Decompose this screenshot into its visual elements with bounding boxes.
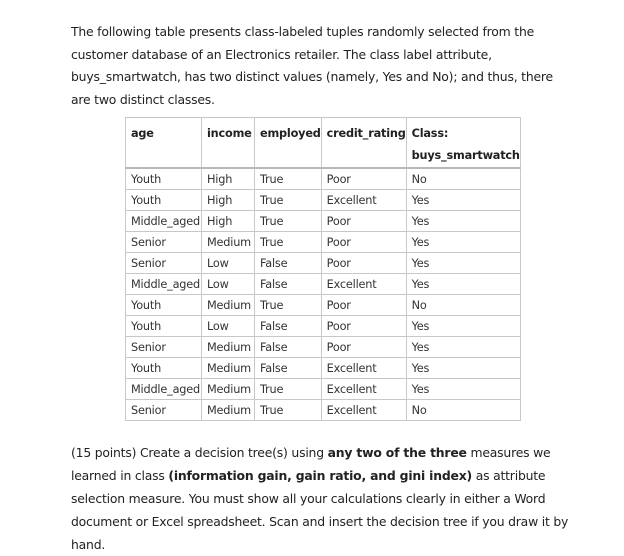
class-cell: Yes	[406, 379, 520, 400]
employed-cell: False	[255, 358, 322, 379]
employed-cell: True	[255, 379, 322, 400]
employed-cell: True	[255, 168, 322, 190]
header-credit-rating: credit_rating	[321, 118, 406, 169]
income-cell: Medium	[202, 358, 255, 379]
employed-cell: False	[255, 274, 322, 295]
credit-rating-cell: Poor	[321, 232, 406, 253]
credit-rating-cell: Excellent	[321, 400, 406, 421]
age-cell: Senior	[126, 253, 202, 274]
table-row	[126, 190, 521, 211]
credit-rating-cell: Poor	[321, 316, 406, 337]
income-cell: High	[202, 168, 255, 190]
employed-cell: False	[255, 253, 322, 274]
income-cell: Medium	[202, 232, 255, 253]
employed-cell: True	[255, 295, 322, 316]
income-cell: High	[202, 211, 255, 232]
age-cell: Middle_aged	[126, 274, 202, 295]
class-cell: No	[406, 295, 520, 316]
question-bold-1: any two of the three	[327, 445, 467, 461]
table-row	[126, 232, 521, 253]
income-cell: Low	[202, 316, 255, 337]
class-cell: Yes	[406, 358, 520, 379]
class-cell: Yes	[406, 253, 520, 274]
question-text-3: as attribute selection measure. You must show all your calculations clearly in either a Word document or Excel spreadsheet. Scan and insert the decision tree if you draw it by hand.	[71, 468, 569, 552]
age-cell: Youth	[126, 168, 202, 190]
employed-cell: True	[255, 232, 322, 253]
class-cell: Yes	[406, 274, 520, 295]
credit-rating-cell: Excellent	[321, 379, 406, 400]
income-cell: Low	[202, 253, 255, 274]
class-cell: Yes	[406, 190, 520, 211]
income-cell: Medium	[202, 337, 255, 358]
credit-rating-cell: Poor	[321, 337, 406, 358]
employed-cell: False	[255, 337, 322, 358]
table-row	[126, 295, 521, 316]
employed-cell: True	[255, 400, 322, 421]
class-cell: No	[406, 168, 520, 190]
income-cell: High	[202, 190, 255, 211]
header-class-line1: Class:	[411, 127, 449, 140]
table-row	[126, 211, 521, 232]
table-row	[126, 379, 521, 400]
credit-rating-cell: Excellent	[321, 190, 406, 211]
age-cell: Youth	[126, 358, 202, 379]
credit-rating-cell: Poor	[321, 295, 406, 316]
table-row	[126, 400, 521, 421]
income-cell: Medium	[202, 400, 255, 421]
age-cell: Middle_aged	[126, 211, 202, 232]
table-row	[126, 274, 521, 295]
class-cell: Yes	[406, 316, 520, 337]
question-bold-2: (information gain, gain ratio, and gini index)	[168, 468, 472, 484]
credit-rating-cell: Excellent	[321, 358, 406, 379]
employed-cell: False	[255, 316, 322, 337]
age-cell: Senior	[126, 232, 202, 253]
age-cell: Youth	[126, 316, 202, 337]
question-text-2: measures we learned in class	[71, 445, 551, 484]
question-paragraph	[71, 442, 581, 556]
class-cell: Yes	[406, 232, 520, 253]
intro-paragraph: The following table presents class-labeled tuples randomly selected from the customer database of an Electronics retailer. The class label attribute, buys_smartwatch, has two distinct values (namely, Yes and No); and thus, there are two distinct classes.	[71, 24, 553, 107]
table-row	[126, 358, 521, 379]
question-text-1: (15 points) Create a decision tree(s) using	[71, 445, 328, 461]
age-cell: Senior	[126, 400, 202, 421]
header-class-line2: buys_smartwatch	[411, 149, 520, 162]
credit-rating-cell: Poor	[321, 253, 406, 274]
income-cell: Medium	[202, 295, 255, 316]
employed-cell: True	[255, 211, 322, 232]
table-row	[126, 316, 521, 337]
table-row	[126, 168, 521, 190]
table-row	[126, 253, 521, 274]
table-row	[126, 337, 521, 358]
header-income: income	[202, 118, 255, 169]
table-header-row	[126, 118, 521, 169]
header-employed: employed	[255, 118, 322, 169]
class-cell: No	[406, 400, 520, 421]
age-cell: Middle_aged	[126, 379, 202, 400]
income-cell: Medium	[202, 379, 255, 400]
age-cell: Senior	[126, 337, 202, 358]
income-cell: Low	[202, 274, 255, 295]
employed-cell: True	[255, 190, 322, 211]
age-cell: Youth	[126, 295, 202, 316]
credit-rating-cell: Poor	[321, 211, 406, 232]
credit-rating-cell: Excellent	[321, 274, 406, 295]
credit-rating-cell: Poor	[321, 168, 406, 190]
header-class	[406, 118, 520, 169]
class-cell: Yes	[406, 211, 520, 232]
class-cell: Yes	[406, 337, 520, 358]
table-body	[126, 168, 521, 421]
age-cell: Youth	[126, 190, 202, 211]
training-data-table	[125, 117, 521, 421]
header-age: age	[126, 118, 202, 169]
